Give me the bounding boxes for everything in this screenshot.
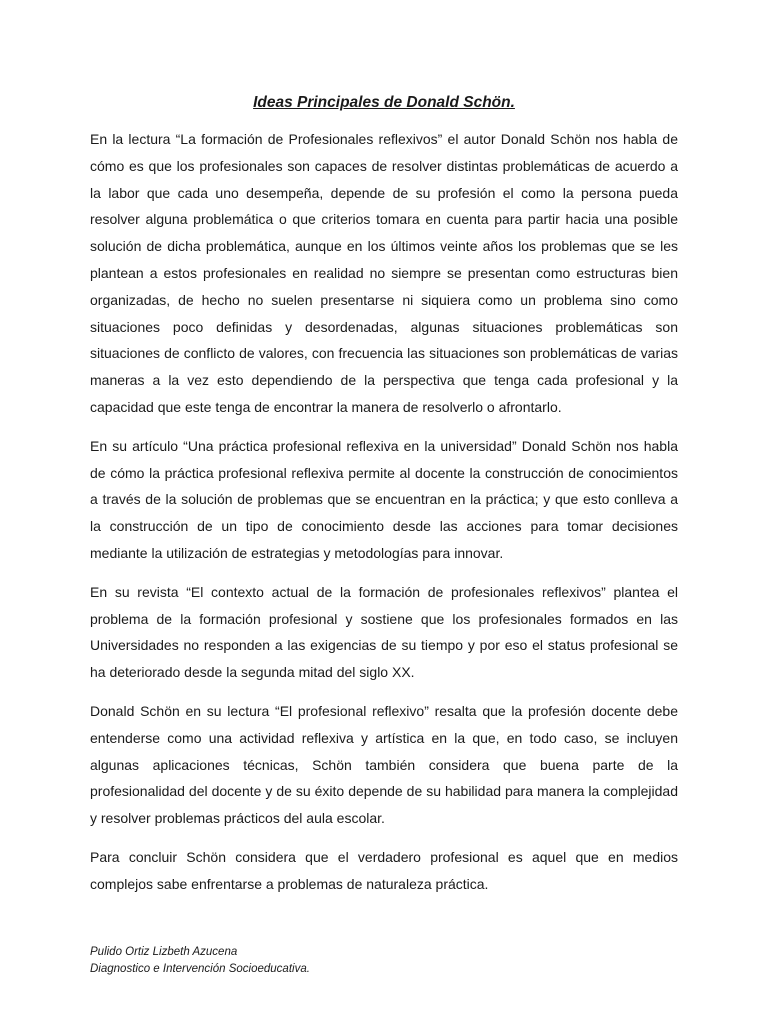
paragraph-2: En su artículo “Una práctica profesional reflexiva en la universidad” Donald Schön nos habla de cómo la práctica profesional reflexiva permite al docente la construcción de conocimientos a través de la solución de problemas que se encuentran en la práctica; y que esto conlleva a la construcción de un tipo de conocimiento desde las acciones para tomar decisiones mediante la utilización de estrategias y metodologías para innovar.: [90, 437, 678, 561]
document-body: [90, 126, 678, 910]
footer-course: Diagnostico e Intervención Socioeducativa.: [90, 963, 310, 975]
document-footer: [90, 944, 690, 978]
document-title: Ideas Principales de Donald Schön.: [253, 94, 515, 111]
paragraph-3: En su revista “El contexto actual de la formación de profesionales reflexivos” plantea el problema de la formación profesional y sostiene que los profesionales formados en las Universidades no responden a las exigencias de su tiempo y por eso el status profesional se ha deteriorado desde la segunda mitad del siglo XX.: [90, 583, 678, 681]
paragraph-4: Donald Schön en su lectura “El profesional reflexivo” resalta que la profesión docente debe entenderse como una actividad reflexiva y artística en la que, en todo caso, se incluyen algunas aplicaciones técnicas, Schön también considera que buena parte de la profesionalidad del docente y de su éxito depende de su habilidad para manera la complejidad y resolver problemas prácticos del aula escolar.: [90, 702, 678, 827]
paragraph-5: Para concluir Schön considera que el verdadero profesional es aquel que en medios complejos sabe enfrentarse a problemas de naturaleza práctica.: [90, 848, 678, 892]
paragraph-1: En la lectura “La formación de Profesionales reflexivos” el autor Donald Schön nos habla de cómo es que los profesionales son capaces de resolver distintas problemáticas de acuerdo a la labor que cada uno desempeña, depende de su profesión el como la persona pueda resolver alguna problemática o que criterios tomara en cuenta para partir hacia una posible solución de dicha problemática, aunque en los últimos veinte años los problemas que se les plantean a estos profesionales en realidad no siempre se presentan como estructuras bien organizadas, de hecho no suelen presentarse ni siquiera como un problema sino como situaciones poco definidas y desordenadas, algunas situaciones problemáticas son situaciones de conflicto de valores, con frecuencia las situaciones son problemáticas de varias maneras a la vez esto dependiendo de la perspectiva que tenga cada profesional y la capacidad que este tenga de encontrar la manera de resolverlo o afrontarlo.: [90, 131, 678, 415]
footer-author: Pulido Ortiz Lizbeth Azucena: [90, 946, 238, 958]
